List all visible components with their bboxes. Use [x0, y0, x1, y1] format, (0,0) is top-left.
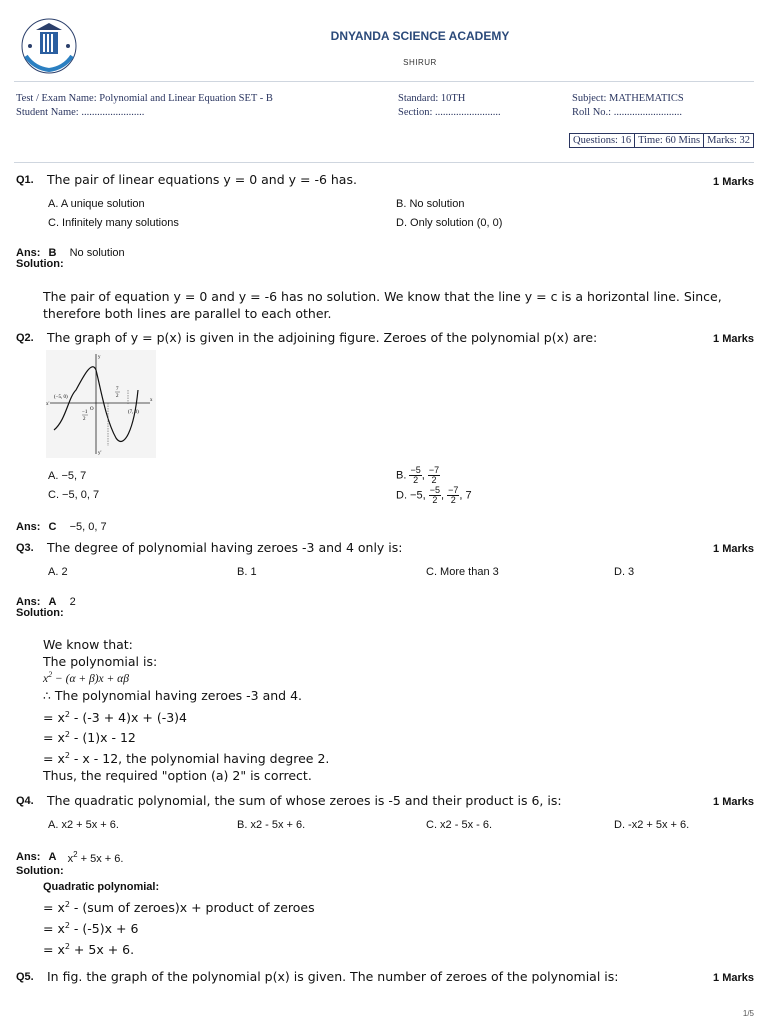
q1-option-b: B. No solution — [396, 198, 465, 210]
ans-label: Ans: — [16, 521, 41, 533]
q4-text: The quadratic polynomial, the sum of whose zeroes is -5 and their product is 6, is: — [47, 793, 562, 808]
page-number: 1/5 — [742, 1009, 754, 1018]
q4-answer — [16, 845, 123, 864]
q3-sol-line-4: ∴ The polynomial having zeroes -3 and 4. — [43, 688, 303, 703]
q1-number: Q1. — [16, 174, 34, 186]
graph-point-left: (−5, 0) — [54, 395, 68, 400]
q1-option-a: A. A unique solution — [48, 198, 145, 210]
exam-stats — [569, 133, 754, 148]
ans-label: Ans: — [16, 596, 41, 608]
graph-y-neg-label: y' — [98, 451, 102, 456]
q1-marks: 1 Marks — [713, 176, 754, 188]
q3-number: Q3. — [16, 542, 34, 554]
q1-option-c: C. Infinitely many solutions — [48, 217, 179, 229]
q3-marks: 1 Marks — [713, 543, 754, 555]
q5-text: In fig. the graph of the polynomial p(x) is given. The number of zeroes of the polynomial is: — [47, 969, 619, 984]
q3-option-a: A. 2 — [48, 566, 68, 578]
student-name: Student Name: ........................ — [16, 107, 145, 118]
q5-number: Q5. — [16, 971, 34, 983]
graph-point-right: (7, 0) — [128, 410, 139, 415]
ans-label: Ans: — [16, 247, 41, 259]
q2-marks: 1 Marks — [713, 333, 754, 345]
ans-value: 2 — [69, 596, 76, 608]
q1-option-d: D. Only solution (0, 0) — [396, 217, 503, 229]
marks-stat: Marks: 32 — [703, 134, 753, 147]
time-stat: Time: 60 Mins — [634, 134, 703, 147]
q4-number: Q4. — [16, 795, 34, 807]
q4-option-a: A. x2 + 5x + 6. — [48, 819, 119, 831]
q3-solution-label: Solution: — [16, 607, 64, 619]
ans-value: −5, 0, 7 — [69, 521, 107, 533]
ans-letter: A — [48, 851, 57, 863]
q4-sub-heading: Quadratic polynomial: — [43, 881, 160, 893]
ans-label: Ans: — [16, 851, 41, 863]
ans-letter: B — [48, 247, 57, 259]
ans-value: $x^2 + 5x + 6$. — [67, 850, 124, 865]
q4-sol-line-3: = $x^2 + 5x + 6$. — [43, 942, 135, 957]
graph-frac-1-den: 2 — [83, 417, 86, 422]
roll-no: Roll No.: .......................... — [572, 107, 682, 118]
q2-option-d: D. −5, $\frac{-5}{2}$ , $\frac{-7}{2}$ , 7 — [396, 485, 472, 505]
graph-frac-1-num: −1 — [82, 410, 88, 415]
q5-marks: 1 Marks — [713, 972, 754, 984]
q3-sol-line-5: = $x^2 - (-3 + 4)x + (-3)4$ — [43, 710, 187, 725]
academy-logo — [14, 16, 84, 76]
q3-option-d: D. 3 — [614, 566, 635, 578]
q4-option-d: D. -x2 + 5x + 6. — [614, 819, 690, 831]
q4-option-c: C. x2 - 5x - 6. — [426, 819, 493, 831]
q3-sol-line-6: = $x^2 - (1)x - 12$ — [43, 730, 136, 745]
graph-x-label: x — [150, 398, 153, 403]
q3-sol-line-1: We know that: — [43, 637, 133, 652]
q3-option-c: C. More than 3 — [426, 566, 499, 578]
q2-text: The graph of y = p(x) is given in the adjoining figure. Zeroes of the polynomial p(x) are: — [47, 330, 598, 345]
ans-letter: C — [48, 521, 57, 533]
frac: $\frac{-5}{2}$ — [429, 485, 440, 505]
section: Section: ......................... — [398, 107, 501, 118]
q4-solution-label: Solution: — [16, 865, 64, 877]
test-name: Test / Exam Name: Polynomial and Linear Equation SET - B — [16, 93, 273, 104]
frac: $\frac{-7}{2}$ — [448, 485, 459, 505]
graph-frac-2-den: 2 — [116, 394, 119, 399]
q2-option-c: C. −5, 0, 7 — [48, 489, 100, 501]
questions-stat: Questions: 16 — [573, 135, 632, 146]
header-divider — [14, 81, 754, 82]
q3-sol-line-7: = $x^2$ - x - 12, the polynomial having degree 2. — [43, 751, 330, 766]
graph-origin: O — [90, 407, 94, 412]
q1-solution-label: Solution: — [16, 258, 64, 270]
q3-sol-line-8: Thus, the required "option (a) 2" is correct. — [43, 768, 312, 783]
ans-value: No solution — [69, 247, 125, 259]
subject: Subject: MATHEMATICS — [572, 93, 684, 104]
graph-x-neg-label: x' — [46, 402, 50, 407]
q1-text: The pair of linear equations y = 0 and y = -6 has. — [47, 172, 357, 187]
q4-sol-line-2: = $x^2 - (-5)x + 6$ — [43, 921, 139, 936]
q2-graph — [46, 350, 156, 458]
meta-divider — [14, 162, 754, 163]
q3-option-b: B. 1 — [237, 566, 257, 578]
q4-sol-line-1: = $x^2 - (sum$ of zeroes)x + product of zeroes — [43, 900, 315, 915]
ans-letter: A — [48, 596, 57, 608]
org-name: DNYANDA SCIENCE ACADEMY — [330, 29, 510, 43]
q2-option-a: A. −5, 7 — [48, 470, 87, 482]
q3-text: The degree of polynomial having zeroes -3 and 4 only is: — [47, 540, 403, 555]
frac: $\frac{-7}{2}$ — [428, 465, 440, 485]
frac: $\frac{-5}{2}$ — [410, 465, 421, 485]
q3-sol-line-2: The polynomial is: — [43, 654, 158, 669]
town-name: SHIRUR — [403, 58, 437, 67]
graph-frac-2-num: 7 — [116, 387, 119, 392]
q2-option-b: B. $\frac{-5}{2}$ , $\frac{-7}{2}$ — [396, 465, 440, 485]
standard: Standard: 10TH — [398, 93, 466, 104]
q4-option-b: B. x2 - 5x + 6. — [237, 819, 306, 831]
q3-sol-line-3: $x^2 - (\alpha + \beta)x + \alpha\beta$ — [43, 670, 129, 685]
graph-y-label: y — [98, 355, 101, 360]
q4-marks: 1 Marks — [713, 796, 754, 808]
q1-solution-text: The pair of equation y = 0 and y = -6 has no solution. We know that the line y = c is a horizontal line. Since, therefore both lines are parallel to each other. — [43, 289, 722, 321]
q2-answer — [16, 515, 107, 534]
q2-number: Q2. — [16, 332, 34, 344]
